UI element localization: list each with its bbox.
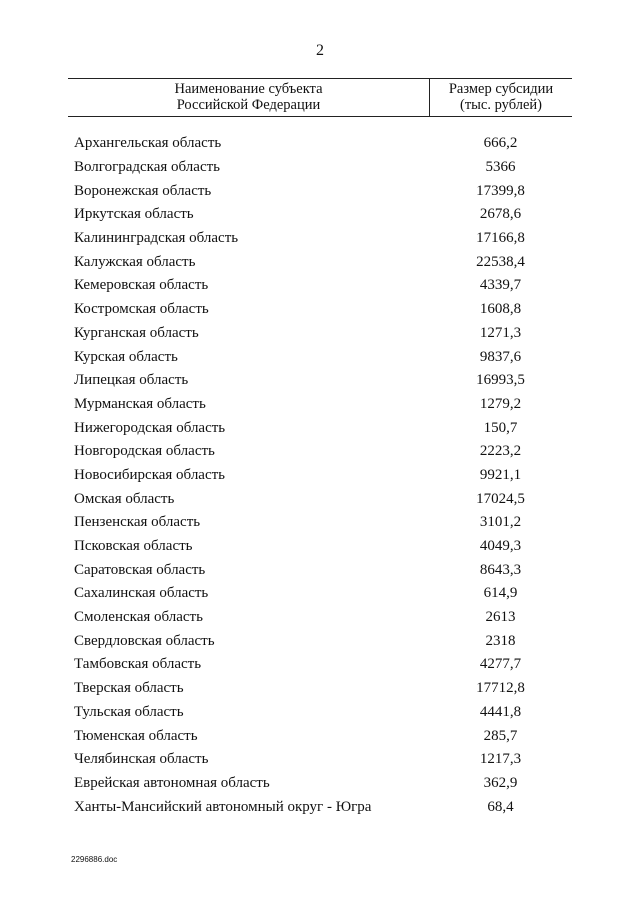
- subsidy-amount: 2318: [485, 632, 516, 649]
- subsidy-amount: 2223,2: [479, 443, 522, 460]
- table-row: [68, 416, 572, 440]
- table-row: [68, 535, 572, 559]
- region-name: Калужская область: [74, 253, 196, 270]
- table-row: [68, 582, 572, 606]
- region-name: Нижегородская область: [74, 419, 226, 436]
- subsidy-amount: 150,7: [483, 419, 518, 436]
- subsidy-amount: 9837,6: [479, 348, 522, 365]
- table-body: [68, 132, 572, 819]
- region-name: Новгородская область: [74, 443, 215, 460]
- subsidy-amount: 17166,8: [476, 230, 525, 247]
- subsidy-amount: 16993,5: [476, 372, 525, 389]
- header-subsidy-amount: [430, 81, 572, 113]
- region-name: Курганская область: [74, 324, 199, 341]
- table-row: [68, 511, 572, 535]
- subsidy-amount: 68,4: [487, 798, 514, 815]
- region-name: Новосибирская область: [74, 466, 226, 483]
- region-name: Кемеровская область: [74, 277, 209, 294]
- table-row: [68, 606, 572, 630]
- region-name: Омская область: [74, 490, 175, 507]
- subsidy-amount: 8643,3: [479, 561, 522, 578]
- region-name: Курская область: [74, 348, 178, 365]
- header-region-name-line2: Российской Федерации: [176, 97, 321, 113]
- subsidy-amount: 5366: [485, 159, 516, 176]
- subsidy-amount: 22538,4: [476, 253, 525, 270]
- subsidy-amount: 17399,8: [476, 182, 525, 199]
- table-row: [68, 701, 572, 725]
- table-row: [68, 653, 572, 677]
- table-row: [68, 393, 572, 417]
- region-name: Калининградская область: [74, 230, 239, 247]
- region-name: Мурманская область: [74, 395, 206, 412]
- table-row: [68, 322, 572, 346]
- table-row: [68, 250, 572, 274]
- region-name: Ханты-Мансийский автономный округ - Югра: [74, 798, 372, 815]
- subsidy-amount: 1279,2: [479, 395, 522, 412]
- subsidy-amount: 9921,1: [479, 466, 522, 483]
- table-row: [68, 179, 572, 203]
- region-name: Тюменская область: [74, 727, 198, 744]
- subsidy-amount: 17024,5: [476, 490, 525, 507]
- table-row: [68, 629, 572, 653]
- region-name: Еврейская автономная область: [74, 774, 270, 791]
- table-header-bottom-rule: [68, 116, 572, 117]
- subsidy-table: [68, 78, 572, 819]
- subsidy-amount: 1217,3: [479, 751, 522, 768]
- region-name: Тверская область: [74, 680, 184, 697]
- subsidy-amount: 666,2: [483, 135, 518, 152]
- page-number: 2: [316, 42, 324, 59]
- table-row: [68, 558, 572, 582]
- header-subsidy-amount-line1: Размер субсидии: [448, 81, 554, 97]
- region-name: Иркутская область: [74, 206, 194, 223]
- region-name: Костромская область: [74, 301, 209, 318]
- header-subsidy-amount-line2: (тыс. рублей): [460, 97, 542, 113]
- region-name: Челябинская область: [74, 751, 209, 768]
- subsidy-amount: 285,7: [483, 727, 518, 744]
- region-name: Тамбовская область: [74, 656, 202, 673]
- region-name: Саратовская область: [74, 561, 206, 578]
- subsidy-amount: 614,9: [483, 585, 518, 602]
- table-row: [68, 369, 572, 393]
- table-row: [68, 274, 572, 298]
- region-name: Волгоградская область: [74, 159, 220, 176]
- table-row: [68, 132, 572, 156]
- table-header: [68, 79, 572, 116]
- subsidy-amount: 362,9: [483, 774, 518, 791]
- region-name: Тульская область: [74, 703, 184, 720]
- subsidy-amount: 4441,8: [479, 703, 522, 720]
- table-row: [68, 345, 572, 369]
- table-row: [68, 464, 572, 488]
- subsidy-amount: 1608,8: [479, 301, 522, 318]
- header-region-name: [68, 81, 429, 113]
- subsidy-amount: 2613: [485, 609, 516, 626]
- region-name: Смоленская область: [74, 609, 203, 626]
- table-row: [68, 677, 572, 701]
- region-name: Свердловская область: [74, 632, 215, 649]
- table-row: [68, 772, 572, 796]
- subsidy-amount: 1271,3: [479, 324, 522, 341]
- header-region-name-line1: Наименование субъекта: [174, 81, 323, 97]
- table-row: [68, 203, 572, 227]
- table-row: [68, 724, 572, 748]
- region-name: Воронежская область: [74, 182, 212, 199]
- region-name: Псковская область: [74, 538, 193, 555]
- document-file-code: 2296886.doc: [71, 855, 118, 864]
- region-name: Пензенская область: [74, 514, 201, 531]
- table-row: [68, 440, 572, 464]
- table-row: [68, 487, 572, 511]
- subsidy-amount: 4277,7: [479, 656, 522, 673]
- table-row: [68, 227, 572, 251]
- region-name: Архангельская область: [74, 135, 222, 152]
- subsidy-amount: 3101,2: [479, 514, 522, 531]
- table-row: [68, 298, 572, 322]
- table-row: [68, 156, 572, 180]
- region-name: Липецкая область: [74, 372, 189, 389]
- subsidy-amount: 4339,7: [479, 277, 522, 294]
- table-row: [68, 748, 572, 772]
- subsidy-amount: 17712,8: [476, 680, 525, 697]
- region-name: Сахалинская область: [74, 585, 209, 602]
- subsidy-amount: 4049,3: [479, 538, 522, 555]
- subsidy-amount: 2678,6: [479, 206, 522, 223]
- table-row: [68, 795, 572, 819]
